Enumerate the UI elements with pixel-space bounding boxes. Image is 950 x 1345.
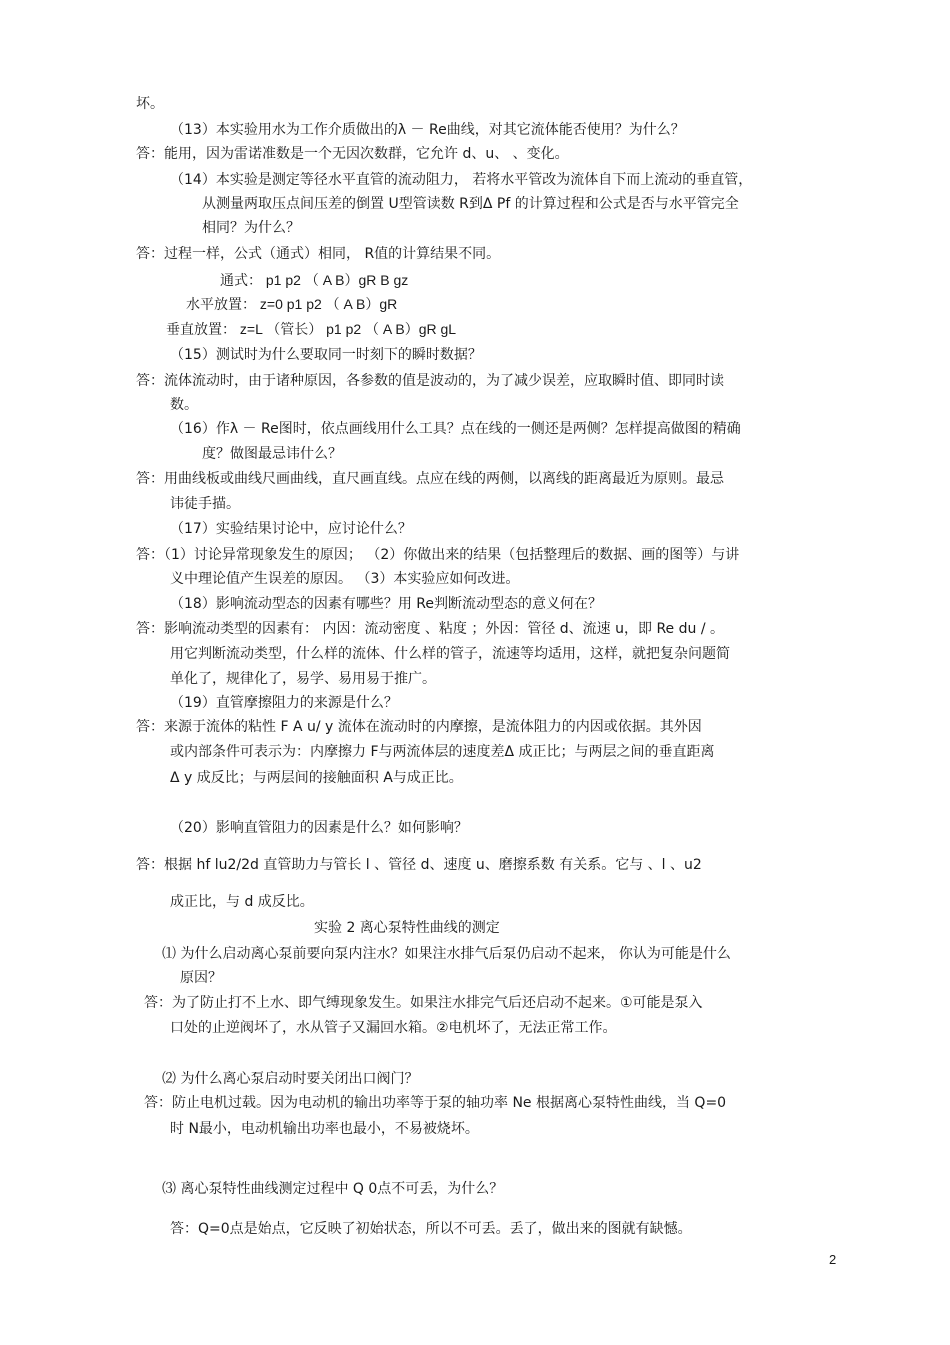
answer-18-line-2: 用它判断流动类型，什么样的流体、什么样的管子，流速等均适用，这样，就把复杂问题简 [170, 646, 730, 662]
answer-17: 答：（1）讨论异常现象发生的原因； （2）你做出来的结果（包括整理后的数据、画的图等）与讲 [136, 547, 740, 563]
text-line-1: 坏。 [136, 96, 164, 112]
page-number: 2 [829, 1252, 837, 1267]
answer-e2-2-line-2: 时 N最小，电动机输出功率也最小，不易被烧坏。 [170, 1121, 479, 1137]
answer-16: 答：用曲线板或曲线尺画曲线，直尺画直线。点应在线的两侧，以离线的距离最近为原则。最忌 [136, 471, 724, 487]
answer-19: 答：来源于流体的粘性 F A u/ y 流体在流动时的内摩擦，是流体阻力的内因或依据。其外因 [136, 719, 702, 735]
answer-14: 答：过程一样，公式（通式）相同， R值的计算结果不同。 [136, 246, 501, 262]
answer-15: 答：流体流动时，由于诸种原因，各参数的值是波动的，为了减少误差，应取瞬时值、即同时读 [136, 373, 724, 389]
answer-e2-1: 答：为了防止打不上水、即气缚现象发生。如果注水排完气后还启动不起来。①可能是泵入 [144, 995, 703, 1011]
question-e2-3: ⑶ 离心泵特性曲线测定过程中 Q 0点不可丢，为什么？ [162, 1181, 504, 1197]
question-14-line-2: 从测量两取压点间压差的倒置 U型管读数 R到Δ Pf 的计算过程和公式是否与水平管完全 [202, 196, 739, 212]
experiment-2-title: 实验 2 离心泵特性曲线的测定 [314, 920, 500, 936]
answer-19-line-2: 或内部条件可表示为：内摩擦力 F与两流体层的速度差Δ 成正比；与两层之间的垂直距离 [170, 744, 715, 760]
answer-17-line-2: 义中理论值产生误差的原因。 （3）本实验应如何改进。 [170, 571, 520, 587]
question-16: （16）作λ － Re图时，依点画线用什么工具？点在线的一侧还是两侧？怎样提高做图的精确 [170, 421, 741, 437]
question-e2-1: ⑴ 为什么启动离心泵前要向泵内注水？如果注水排气后泵仍启动不起来， 你认为可能是什么 [162, 946, 731, 962]
question-e2-2: ⑵ 为什么离心泵启动时要关闭出口阀门？ [162, 1071, 419, 1087]
answer-e2-1-line-2: 口处的止逆阀坏了，水从管子又漏回水箱。②电机坏了，无法正常工作。 [170, 1020, 617, 1036]
question-14: （14）本实验是测定等径水平直管的流动阻力， 若将水平管改为流体自下而上流动的垂直管， [170, 172, 753, 188]
question-17: （17）实验结果讨论中，应讨论什么？ [170, 521, 412, 537]
question-e2-1-line-2: 原因？ [180, 970, 222, 986]
answer-20-line-2: 成正比，与 d 成反比。 [170, 894, 314, 910]
answer-16-line-2: 讳徒手描。 [170, 496, 240, 512]
answer-18-line-3: 单化了，规律化了，易学、易用易于推广。 [170, 671, 436, 687]
question-14-line-3: 相同？为什么？ [202, 220, 300, 236]
answer-19-line-3: Δ y 成反比；与两层间的接触面积 A与成正比。 [170, 770, 463, 786]
answer-15-line-2: 数。 [170, 397, 198, 413]
question-15: （15）测试时为什么要取同一时刻下的瞬时数据？ [170, 347, 482, 363]
question-19: （19）直管摩擦阻力的来源是什么？ [170, 695, 398, 711]
formula-general: 通式： p1 p2 （ A B）gR B gz [220, 272, 409, 288]
question-20: （20）影响直管阻力的因素是什么？如何影响？ [170, 820, 468, 836]
question-13: （13）本实验用水为工作介质做出的λ － Re曲线，对其它流体能否使用？为什么？ [170, 122, 685, 138]
question-18: （18）影响流动型态的因素有哪些？用 Re判断流动型态的意义何在？ [170, 596, 602, 612]
answer-e2-3: 答：Q=0点是始点，它反映了初始状态，所以不可丢。丢了，做出来的图就有缺憾。 [170, 1221, 692, 1237]
formula-horizontal: 水平放置： z=0 p1 p2 （ A B）gR [186, 296, 398, 312]
formula-vertical: 垂直放置： z=L （管长） p1 p2 （ A B）gR gL [166, 321, 457, 337]
answer-e2-2: 答：防止电机过载。因为电动机的输出功率等于泵的轴功率 Ne 根据离心泵特性曲线，当 Q=0 [144, 1095, 727, 1111]
answer-13: 答：能用，因为雷诺准数是一个无因次数群，它允许 d、u、 、变化。 [136, 146, 569, 162]
question-16-line-2: 度？做图最忌讳什么？ [202, 446, 342, 462]
answer-18: 答：影响流动类型的因素有： 内因：流动密度 、粘度 ；外因：管径 d、流速 u，即 Re du / 。 [136, 621, 724, 637]
answer-20: 答：根据 hf lu2/2d 直管助力与管长 l 、管径 d、速度 u、磨擦系数 有关系。它与 、l 、u2 [136, 857, 702, 873]
